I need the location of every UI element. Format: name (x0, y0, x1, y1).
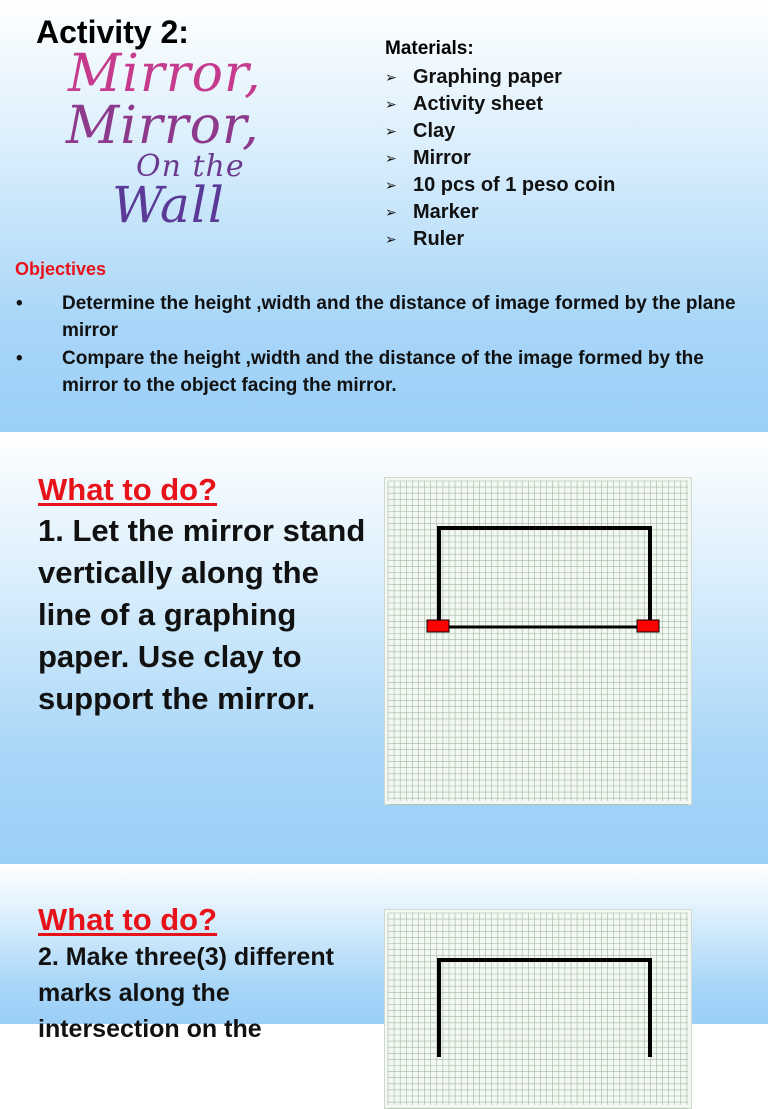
material-item (385, 226, 615, 253)
material-label: Activity sheet (413, 93, 544, 115)
objective-item (12, 290, 752, 344)
material-label: Clay (413, 120, 456, 142)
clay-support (637, 620, 659, 632)
step-2-text: 2. Make three(3) different marks along the intersection on the (38, 943, 334, 1043)
arrow-bullet-icon: ➢ (385, 150, 397, 166)
objective-text: Compare the height ,width and the distance of the image formed by the mirror to the object facing the mirror. (62, 348, 704, 396)
activity-title: Activity 2: (36, 14, 189, 50)
materials-list (385, 64, 615, 253)
arrow-bullet-icon: ➢ (385, 177, 397, 193)
script-title-line3: On the (136, 149, 245, 184)
material-item (385, 118, 615, 145)
material-label: Graphing paper (413, 66, 562, 88)
arrow-bullet-icon: ➢ (385, 123, 397, 139)
script-title-line4: Wall (112, 176, 225, 234)
objective-item (12, 345, 752, 399)
clay-support (427, 620, 449, 632)
material-item (385, 91, 615, 118)
slide-activity-intro (0, 0, 768, 432)
material-label: Ruler (413, 228, 465, 250)
bullet-icon: • (16, 293, 23, 314)
arrow-bullet-icon: ➢ (385, 231, 397, 247)
script-title-line1: Mirror, (68, 44, 262, 104)
material-item (385, 64, 615, 91)
arrow-bullet-icon: ➢ (385, 69, 397, 85)
graph-paper-diagram (384, 477, 692, 805)
arrow-bullet-icon: ➢ (385, 96, 397, 112)
material-label: 10 pcs of 1 peso coin (413, 174, 616, 196)
materials-block (385, 38, 615, 253)
material-label: Marker (413, 201, 479, 223)
script-title-line2: Mirror, (66, 96, 260, 156)
bullet-icon: • (16, 348, 23, 369)
what-to-do-heading: What to do? (38, 902, 218, 937)
step-1-text: 1. Let the mirror stand vertically along the line of a graphing paper. Use clay to support the mirror. (38, 513, 366, 716)
material-label: Mirror (413, 147, 471, 169)
materials-heading: Materials: (385, 38, 474, 59)
arrow-bullet-icon: ➢ (385, 204, 397, 220)
slide-step-2 (0, 864, 768, 1043)
objectives-list (12, 290, 752, 400)
objective-text: Determine the height ,width and the distance of image formed by the plane mirror (62, 293, 736, 341)
what-to-do-heading: What to do? (38, 472, 218, 507)
material-item (385, 199, 615, 226)
objectives-heading: Objectives (15, 259, 107, 279)
material-item (385, 172, 615, 199)
graph-paper-diagram (384, 909, 692, 1109)
slide-step-1 (0, 432, 768, 864)
material-item (385, 145, 615, 172)
